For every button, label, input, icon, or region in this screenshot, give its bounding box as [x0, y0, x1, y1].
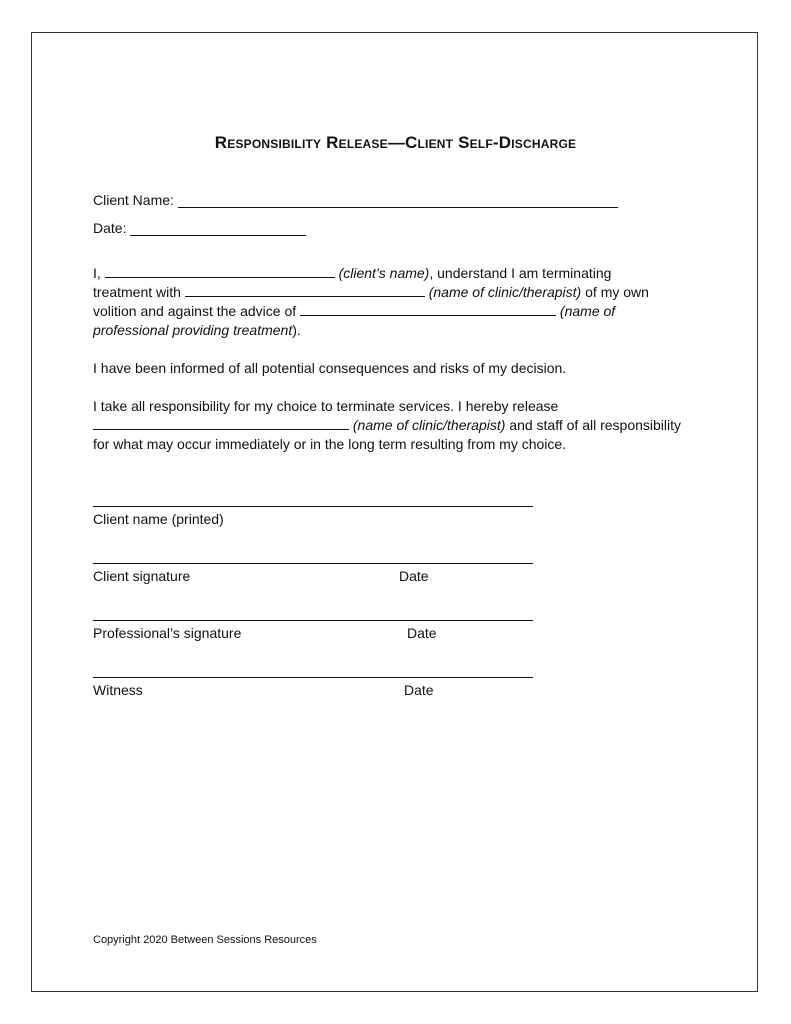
- clinic-name-blank[interactable]: [185, 283, 425, 297]
- client-name-printed-line[interactable]: [93, 506, 533, 507]
- professional-name-blank[interactable]: [300, 302, 556, 316]
- paragraph-text: of my own: [585, 284, 649, 300]
- paragraph-text: , understand I am terminating: [429, 265, 612, 281]
- paragraph-text: for what may occur immediately or in the long term resulting from my choice.: [93, 436, 567, 452]
- date-label: Date:: [93, 220, 127, 236]
- date-row: [93, 218, 306, 236]
- witness-signature-line[interactable]: [93, 677, 533, 678]
- client-signature-line[interactable]: [93, 563, 533, 564]
- professional-signature-label: Professional’s signature: [93, 625, 242, 641]
- professional-signature-line[interactable]: [93, 620, 533, 621]
- release-paragraph: [93, 397, 703, 454]
- paragraph-text: and staff of all responsibility: [509, 417, 682, 433]
- paragraph-text: ).: [292, 322, 301, 338]
- client-signature-label: Client signature: [93, 568, 191, 584]
- release-clinic-blank[interactable]: [93, 416, 349, 430]
- client-name-printed-label: Client name (printed): [93, 511, 224, 527]
- client-name-hint: (client’s name): [338, 265, 430, 281]
- witness-date-label: Date: [404, 682, 434, 698]
- professional-name-hint: (name of: [559, 303, 616, 319]
- client-signature-date-label: Date: [399, 568, 429, 584]
- acknowledgement-paragraph: [93, 264, 703, 340]
- page-title: Responsibility Release—Client Self-Discharge: [214, 133, 577, 152]
- paragraph-text: treatment with: [93, 284, 181, 300]
- professional-signature-date-label: Date: [407, 625, 437, 641]
- paragraph-text: volition and against the advice of: [93, 303, 297, 319]
- witness-label: Witness: [93, 682, 143, 698]
- date-field[interactable]: [130, 221, 306, 236]
- client-name-blank[interactable]: [105, 264, 335, 278]
- paragraph-text: I take all responsibility for my choice to terminate services. I hereby release: [93, 398, 559, 414]
- paragraph-text: I,: [93, 265, 101, 281]
- clinic-name-hint: (name of clinic/therapist): [428, 284, 582, 300]
- professional-name-hint-cont: professional providing treatment: [93, 322, 293, 338]
- client-name-row: [93, 190, 618, 208]
- consequences-paragraph: I have been informed of all potential consequences and risks of my decision.: [93, 360, 567, 376]
- client-name-label: Client Name:: [93, 192, 174, 208]
- client-name-field[interactable]: [178, 193, 618, 208]
- copyright-notice: Copyright 2020 Between Sessions Resources: [93, 934, 317, 946]
- release-clinic-hint: (name of clinic/therapist): [352, 417, 506, 433]
